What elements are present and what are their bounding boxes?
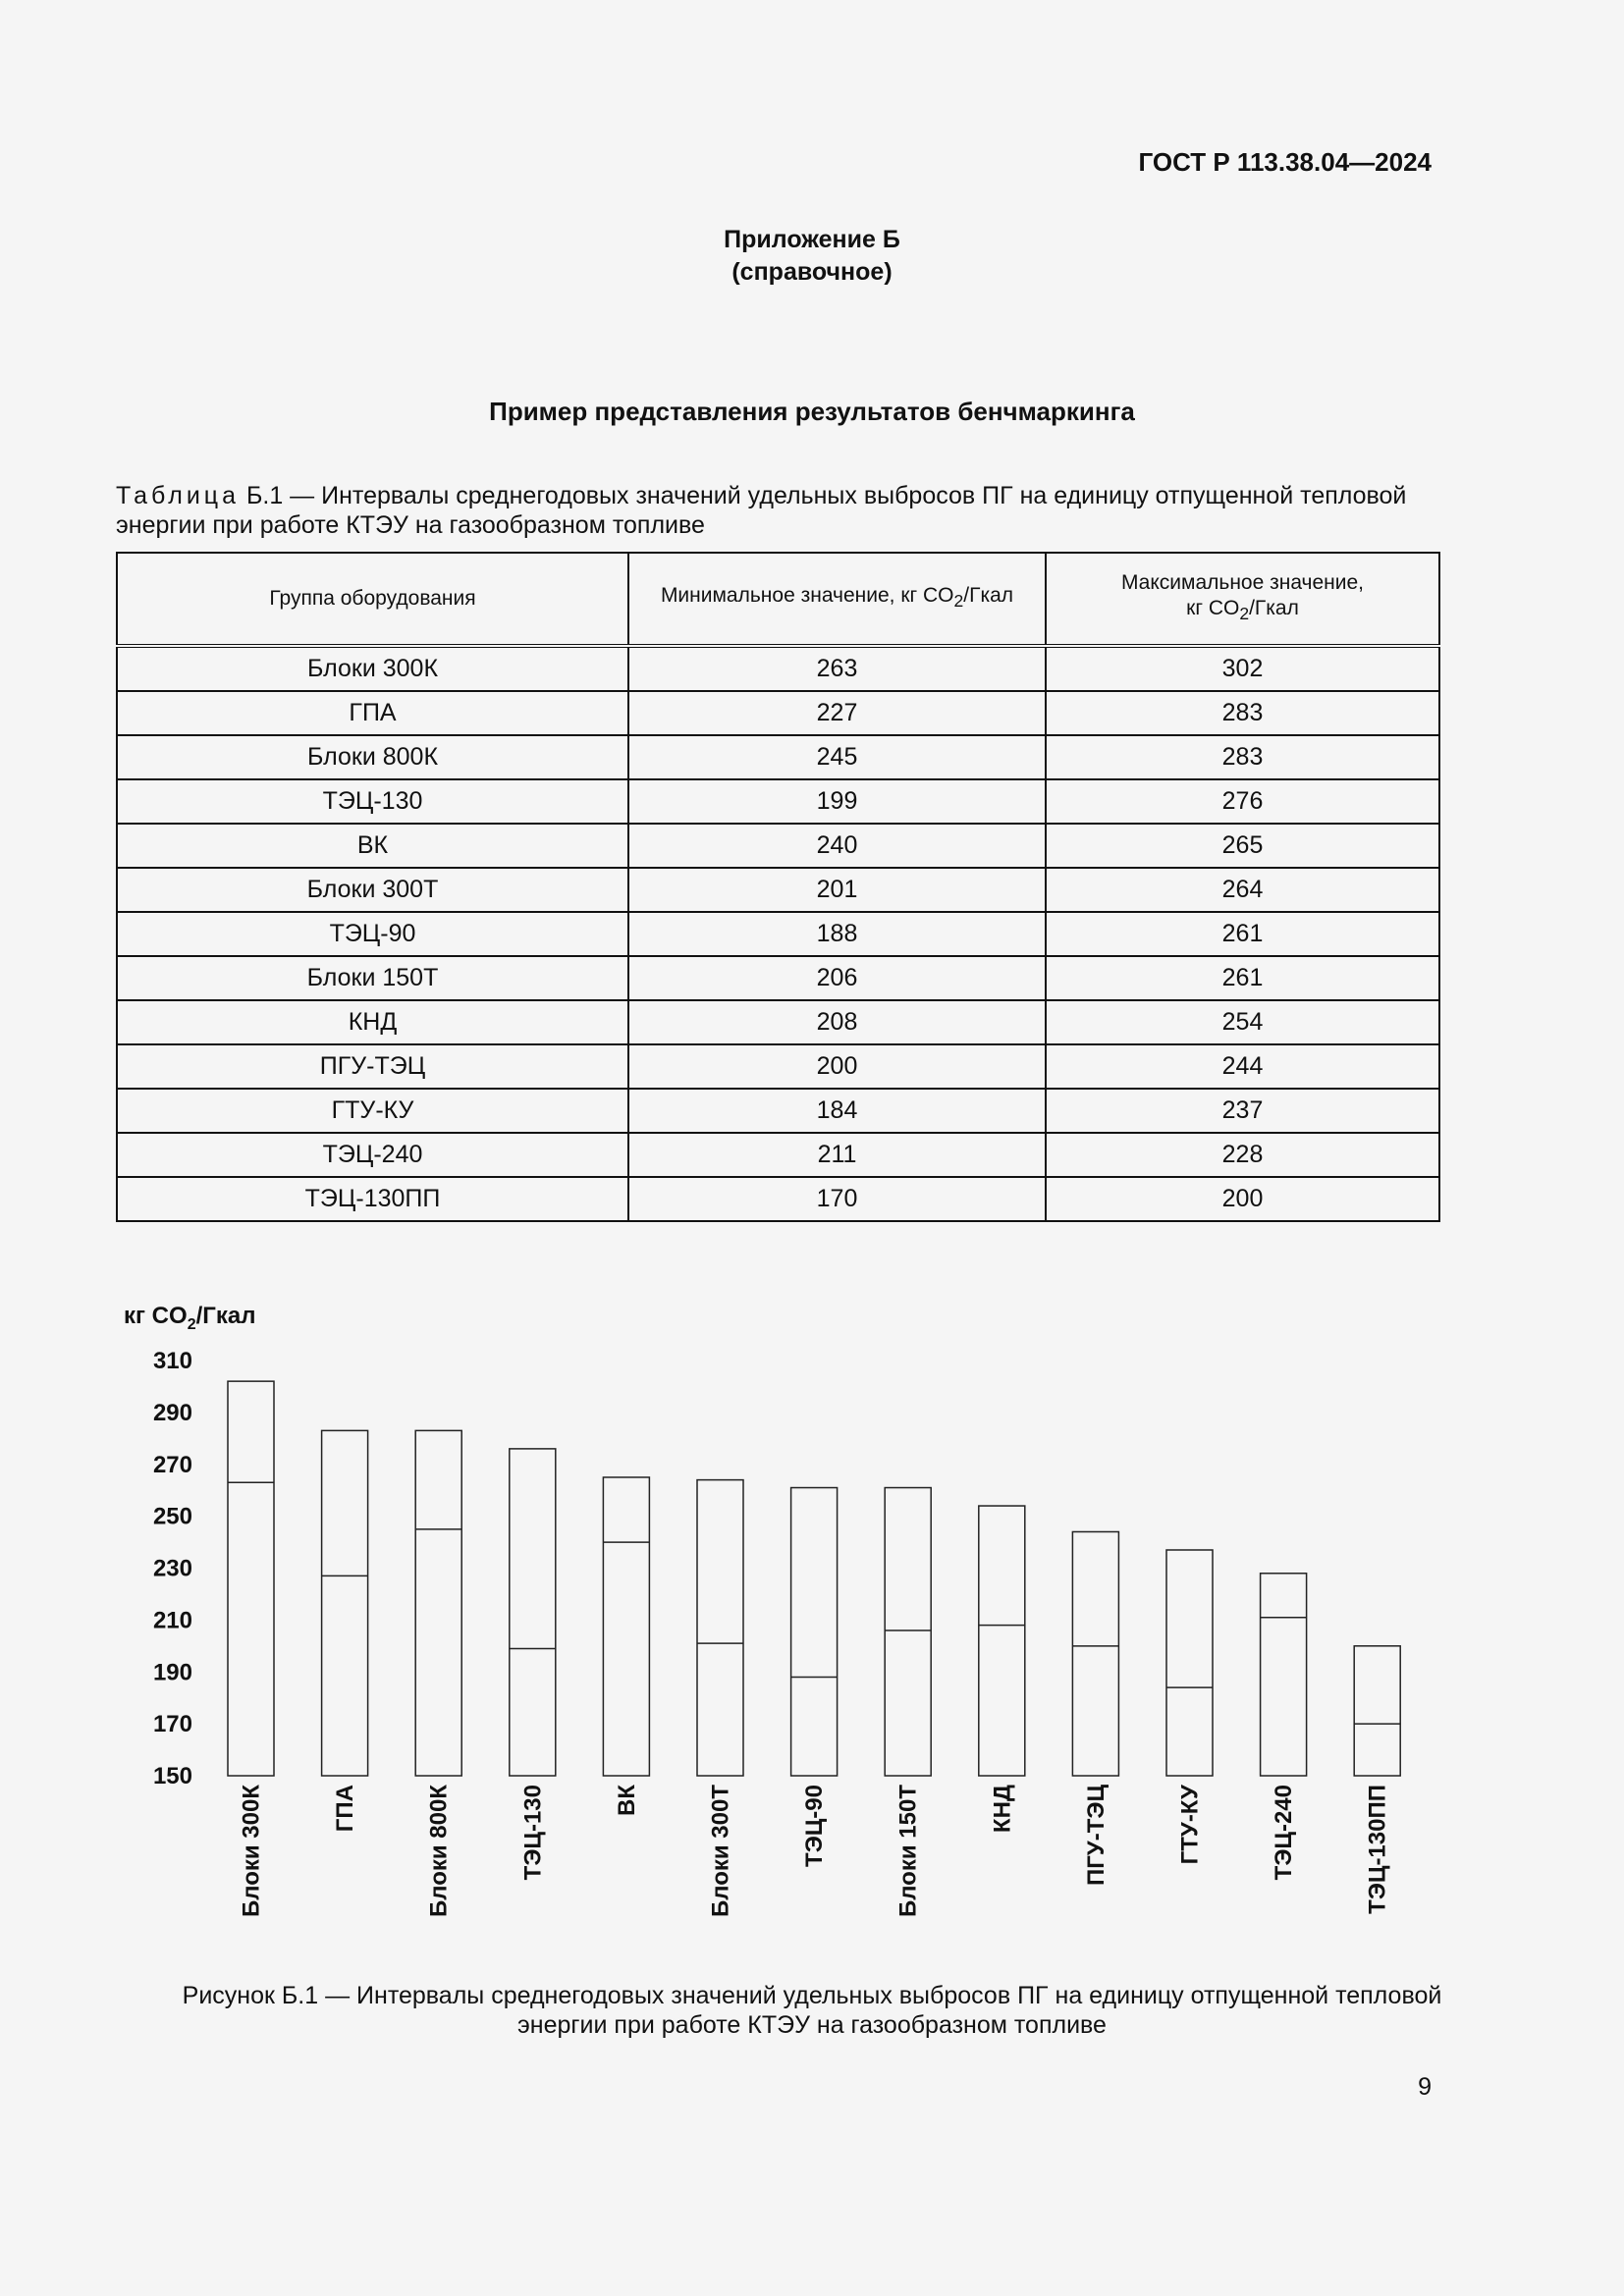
appendix-title: Приложение Б [724,226,900,253]
x-category-label: ТЭЦ-130 [519,1785,547,1881]
cell-group: ПГУ-ТЭЦ [117,1044,628,1089]
table-caption-text: Б.1 — Интервалы среднегодовых значений удельных выбросов ПГ на единицу отпущенной тепловой энергии при работе КТЭУ на газообразном топливе [116,482,1407,539]
y-tick-label: 170 [152,1711,192,1738]
header-group: Группа оборудования [117,553,628,646]
y-tick-label: 290 [152,1399,192,1426]
table-row [117,1000,1439,1044]
bar-range [1261,1574,1307,1776]
cell-group: ТЭЦ-240 [117,1133,628,1177]
cell-group: Блоки 150Т [117,956,628,1000]
table-caption-prefix: Таблица [116,482,241,509]
table-header-row [117,553,1439,646]
bar-range [791,1488,838,1776]
y-tick-label: 310 [152,1348,192,1374]
x-category-label: КНД [989,1785,1016,1834]
cell-group: ТЭЦ-130ПП [117,1177,628,1221]
cell-min: 188 [628,912,1046,956]
header-max: Максимальное значение, кг $CO_2$/Гкал [1046,553,1439,646]
y-tick-label: 250 [152,1503,192,1530]
cell-min: 206 [628,956,1046,1000]
x-category-label: ТЭЦ-130ПП [1364,1785,1391,1914]
cell-max: 254 [1046,1000,1439,1044]
bar-range [415,1430,461,1776]
bar-range [697,1480,743,1776]
bar-range [603,1477,649,1776]
cell-group: ГПА [117,691,628,735]
x-category-label: ПГУ-ТЭЦ [1082,1785,1110,1887]
cell-min: 245 [628,735,1046,779]
x-category-label: Блоки 300К [238,1785,265,1917]
cell-min: 201 [628,868,1046,912]
table-row [117,735,1439,779]
cell-max: 244 [1046,1044,1439,1089]
cell-max: 228 [1046,1133,1439,1177]
cell-max: 302 [1046,646,1439,691]
figure-caption-line1: Рисунок Б.1 — Интервалы среднегодовых значений удельных выбросов ПГ на единицу отпущенной тепловой [182,1982,1442,2009]
cell-max: 283 [1046,691,1439,735]
cell-max: 283 [1046,735,1439,779]
chart-ylabel: кг $CO_2$/Гкал [124,1303,256,1333]
bar-range [979,1506,1025,1776]
table-row [117,1133,1439,1177]
cell-max: 265 [1046,824,1439,868]
cell-min: 263 [628,646,1046,691]
table-row [117,1044,1439,1089]
cell-max: 261 [1046,912,1439,956]
x-category-label: Блоки 800К [425,1785,453,1917]
table-row [117,824,1439,868]
bar-range [1072,1531,1118,1776]
cell-group: ТЭЦ-130 [117,779,628,824]
y-tick-label: 190 [152,1659,192,1686]
x-category-label: ТЭЦ-240 [1271,1785,1298,1881]
emissions-chart [116,1294,1490,1961]
x-category-label: Блоки 150Т [894,1785,922,1917]
table-caption [116,481,1436,540]
table-row [117,779,1439,824]
bar-range [1354,1646,1400,1776]
chart-yticks [153,1348,192,1789]
bar-range [885,1488,931,1776]
figure-caption [0,1981,1624,2040]
appendix-heading [0,224,1624,289]
bar-range [322,1430,368,1776]
table-body [117,646,1439,1221]
cell-min: 199 [628,779,1046,824]
cell-group: Блоки 800К [117,735,628,779]
bar-range [510,1449,556,1776]
cell-max: 237 [1046,1089,1439,1133]
chart-xlabels [239,1784,1391,1917]
bar-range [1166,1550,1213,1776]
table-row [117,691,1439,735]
cell-min: 227 [628,691,1046,735]
y-tick-label: 210 [152,1607,192,1634]
cell-max: 200 [1046,1177,1439,1221]
cell-group: ВК [117,824,628,868]
cell-max: 264 [1046,868,1439,912]
chart-bars [228,1381,1400,1776]
cell-max: 261 [1046,956,1439,1000]
x-category-label: ГТУ-КУ [1176,1785,1204,1865]
cell-group: Блоки 300Т [117,868,628,912]
bar-range [228,1381,274,1776]
cell-group: Блоки 300К [117,646,628,691]
x-category-label: Блоки 300Т [707,1785,734,1917]
cell-group: КНД [117,1000,628,1044]
table-row [117,868,1439,912]
cell-group: ТЭЦ-90 [117,912,628,956]
emissions-table [116,552,1440,1222]
table-row [117,1177,1439,1221]
cell-group: ГТУ-КУ [117,1089,628,1133]
page-number: 9 [1418,2073,1432,2101]
x-category-label: ВК [613,1785,640,1816]
header-min: Минимальное значение, кг $CO_2$/Гкал [628,553,1046,646]
cell-min: 211 [628,1133,1046,1177]
y-tick-label: 270 [152,1451,192,1478]
cell-min: 184 [628,1089,1046,1133]
table-row [117,912,1439,956]
section-title: Пример представления результатов бенчмаркинга [489,397,1135,426]
document-code: ГОСТ Р 113.38.04—2024 [1138,147,1432,177]
cell-max: 276 [1046,779,1439,824]
cell-min: 170 [628,1177,1046,1221]
cell-min: 240 [628,824,1046,868]
cell-min: 208 [628,1000,1046,1044]
y-tick-label: 150 [152,1763,192,1789]
table-row [117,956,1439,1000]
cell-min: 200 [628,1044,1046,1089]
x-category-label: ГПА [332,1785,359,1833]
table-row [117,646,1439,691]
y-tick-label: 230 [152,1555,192,1582]
x-category-label: ТЭЦ-90 [801,1785,829,1867]
table-row [117,1089,1439,1133]
figure-caption-line2: энергии при работе КТЭУ на газообразном топливе [517,2011,1107,2039]
appendix-kind: (справочное) [731,258,893,286]
